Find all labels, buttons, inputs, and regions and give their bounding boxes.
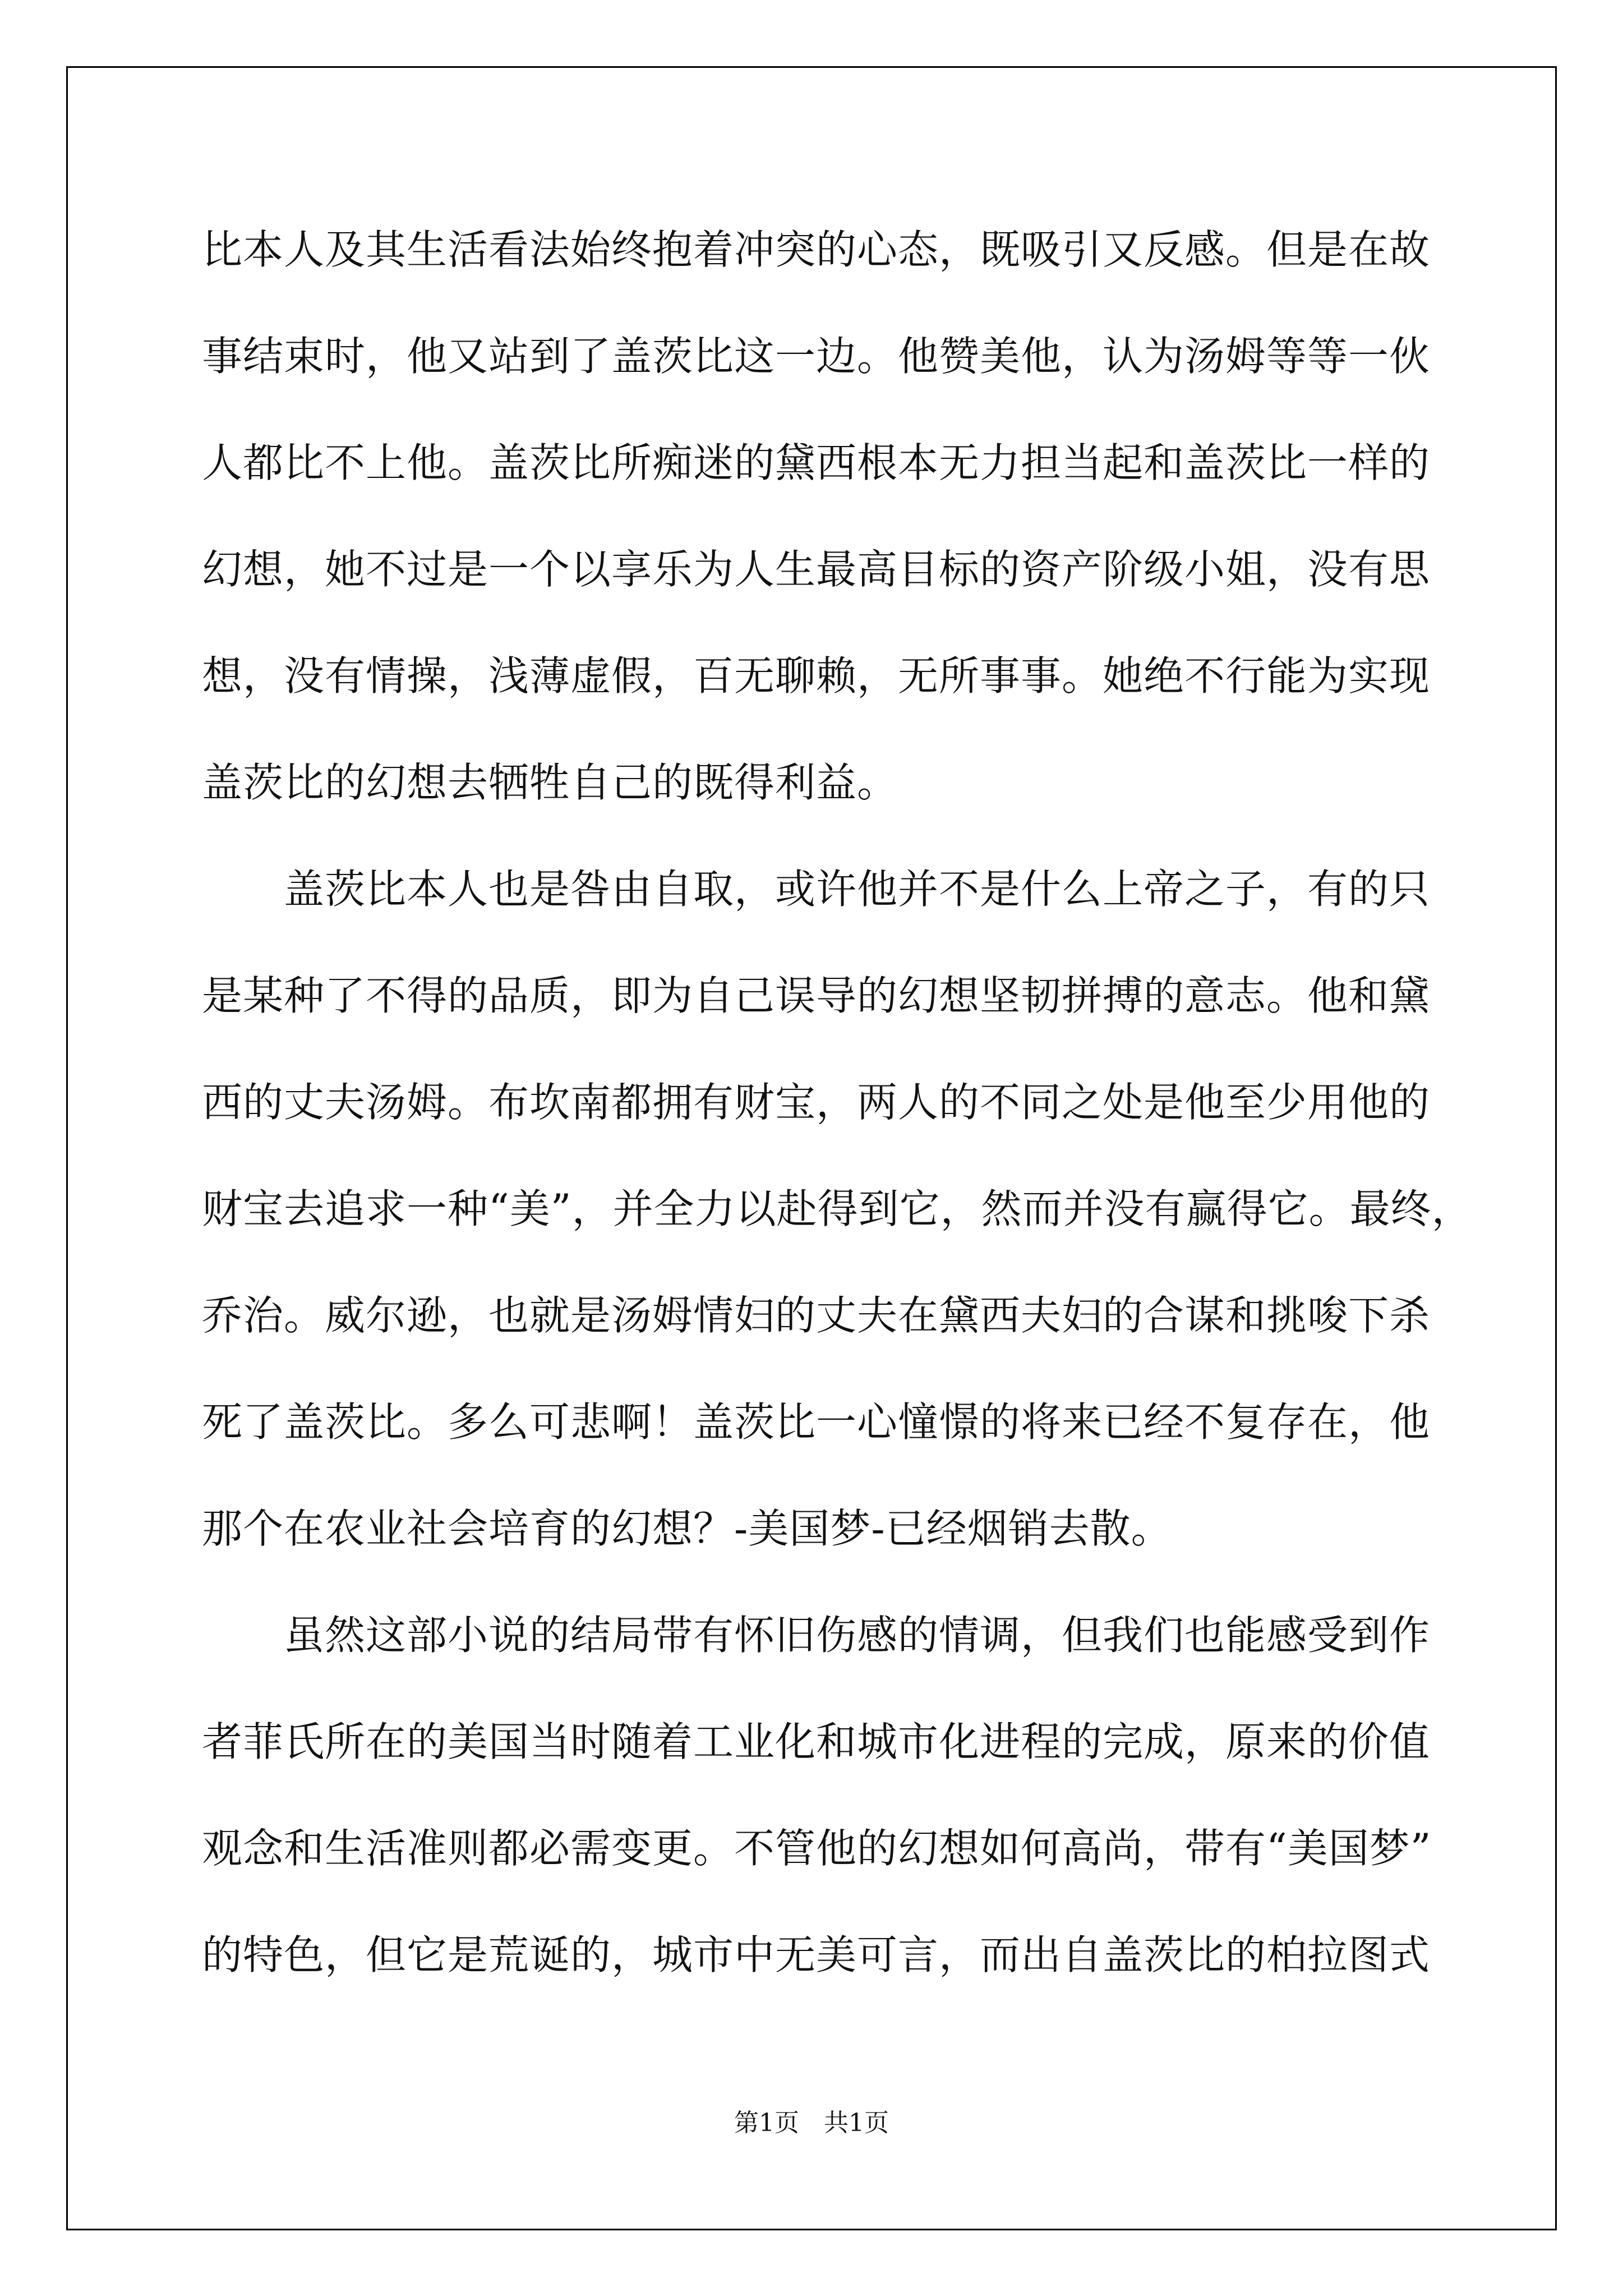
text-line: 乔治。威尔逊，也就是汤姆情妇的丈夫在黛西夫妇的合谋和挑唆下杀 [202,1292,1431,1339]
text-line: 财宝去追求一种“美”，并全力以赴得到它，然而并没有赢得它。最终， [202,1185,1473,1232]
paragraph-first-line: 虽然这部小说的结局带有怀旧伤感的情调，但我们也能感受到作 [284,1612,1431,1659]
text-line: 人都比不上他。盖茨比所痴迷的黛西根本无力担当起和盖茨比一样的 [202,439,1431,486]
text-line: 幻想，她不过是一个以享乐为人生最高目标的资产阶级小姐，没有思 [202,546,1431,593]
text-line: 比本人及其生活看法始终抱着冲突的心态，既吸引又反感。但是在故 [202,226,1431,273]
paragraph-first-line: 盖茨比本人也是咎由自取，或许他并不是什么上帝之子，有的只 [284,866,1431,913]
text-line: 的特色，但它是荒诞的，城市中无美可言，而出自盖茨比的柏拉图式 [202,1931,1431,1978]
text-line: 事结束时，他又站到了盖茨比这一边。他赞美他，认为汤姆等等一伙 [202,333,1431,380]
text-line: 盖茨比的幻想去牺牲自己的既得利益。 [202,759,898,806]
text-line: 观念和生活准则都必需变更。不管他的幻想如何高尚，带有“美国梦” [202,1825,1432,1872]
text-line: 死了盖茨比。多么可悲啊！盖茨比一心憧憬的将来已经不复存在，他 [202,1398,1431,1446]
text-line: 想，没有情操，浅薄虚假，百无聊赖，无所事事。她绝不行能为实现 [202,652,1431,700]
text-line: 者菲氏所在的美国当时随着工业化和城市化进程的完成，原来的价值 [202,1718,1431,1765]
text-line: 那个在农业社会培育的幻想？-美国梦-已经烟销去散。 [202,1505,1172,1552]
page-number-footer: 第1页 共1页 [734,2109,889,2137]
text-line: 西的丈夫汤姆。布坎南都拥有财宝，两人的不同之处是他至少用他的 [202,1079,1431,1126]
page-border [66,66,1557,2230]
text-line: 是某种了不得的品质，即为自己误导的幻想坚韧拼搏的意志。他和黛 [202,972,1431,1019]
